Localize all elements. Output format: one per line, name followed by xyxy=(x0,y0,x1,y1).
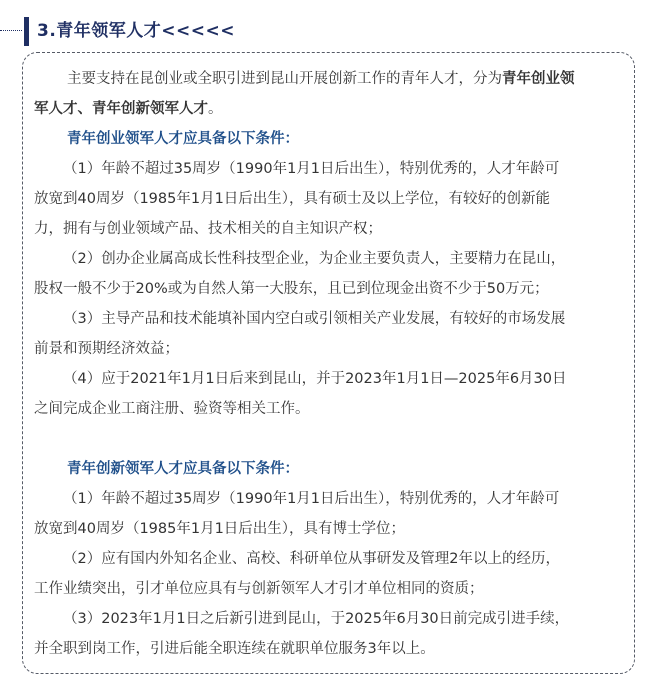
section-title: 3.青年领军人才<<<<< xyxy=(37,21,236,41)
paragraph-spacer xyxy=(34,424,634,454)
innovator-item-3-line-1: （3）2023年1月1日之后新引进到昆山，于2025年6月30日前完成引进手续， xyxy=(63,611,570,627)
top-dotted-rule xyxy=(0,30,22,31)
intro-bold-1: 青年创业领 xyxy=(502,71,575,87)
innovator-item-1-line-1: （1）年龄不超过35周岁（1990年1月1日后出生），特别优秀的，人才年龄可 xyxy=(63,491,560,507)
intro-bold-2: 军人才、青年创新领军人才 xyxy=(34,101,208,117)
entrepreneur-item-3-line-2: 前景和预期经济效益； xyxy=(34,341,179,357)
content-body xyxy=(34,64,634,664)
innovator-item-2-line-1: （2）应有国内外知名企业、高校、科研单位从事研发及管理2年以上的经历， xyxy=(63,551,560,567)
entrepreneur-item-1-line-3: 力，拥有与创业领域产品、技术相关的自主知识产权； xyxy=(34,221,382,237)
entrepreneur-item-4-line-1: （4）应于2021年1月1日后来到昆山，并于2023年1月1日—2025年6月30日 xyxy=(63,371,567,387)
intro-line-2 xyxy=(34,94,634,124)
entrepreneur-item-1-line-1: （1）年龄不超过35周岁（1990年1月1日后出生），特别优秀的，人才年龄可 xyxy=(63,161,560,177)
entrepreneur-item-3-line-1: （3）主导产品和技术能填补国内空白或引领相关产业发展，有较好的市场发展 xyxy=(63,311,566,327)
intro-line-1 xyxy=(34,64,634,94)
intro-text: 主要支持在昆创业或全职引进到昆山开展创新工作的青年人才，分为 xyxy=(67,71,502,87)
entrepreneur-item-2-line-1: （2）创办企业属高成长性科技型企业，为企业主要负责人，主要精力在昆山， xyxy=(63,251,566,267)
entrepreneur-item-2-line-2: 股权一般不少于20%或为自然人第一大股东，且已到位现金出资不少于50万元； xyxy=(34,281,549,297)
entrepreneur-item-4-line-2: 之间完成企业工商注册、验资等相关工作。 xyxy=(34,401,310,417)
intro-end: 。 xyxy=(208,101,223,117)
innovator-item-3-line-2: 并全职到岗工作，引进后能全职连续在就职单位服务3年以上。 xyxy=(34,641,435,657)
entrepreneur-item-1-line-2: 放宽到40周岁（1985年1月1日后出生），具有硕士及以上学位，有较好的创新能 xyxy=(34,191,551,207)
section-marker-bar xyxy=(24,17,29,46)
innovator-item-1-line-2: 放宽到40周岁（1985年1月1日后出生），具有博士学位； xyxy=(34,521,406,537)
innovator-item-2-line-2: 工作业绩突出，引才单位应具有与创新领军人才引才单位相同的资质； xyxy=(34,581,484,597)
innovator-heading: 青年创新领军人才应具备以下条件： xyxy=(67,461,299,477)
entrepreneur-heading: 青年创业领军人才应具备以下条件： xyxy=(67,131,299,147)
